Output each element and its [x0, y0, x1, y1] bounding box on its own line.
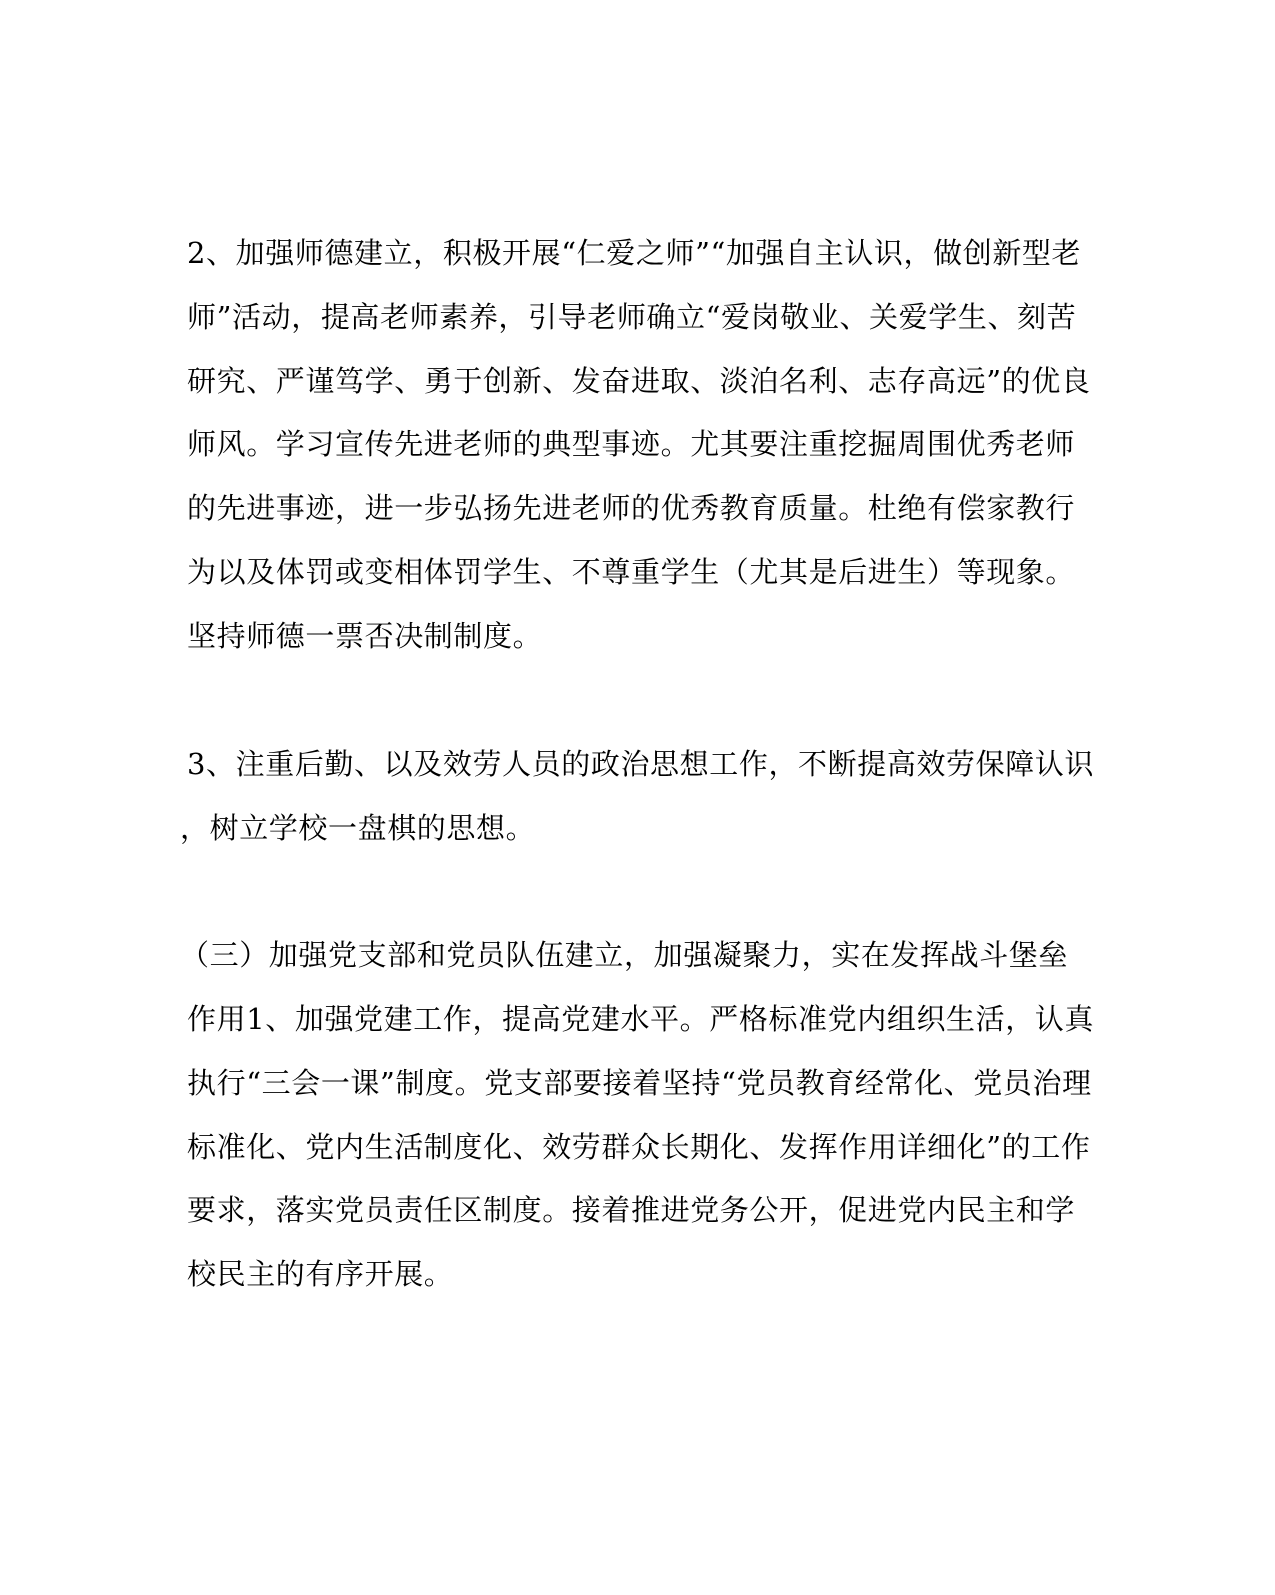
text-line: 2、加强师德建立，积极开展“仁爱之师”“加强自主认识，做创新型老: [187, 236, 1082, 270]
text-line: 3、注重后勤、以及效劳人员的政治思想工作，不断提高效劳保障认识: [187, 747, 1095, 781]
text-line: 校民主的有序开展。: [187, 1257, 454, 1291]
text-line: 标准化、党内生活制度化、效劳群众长期化、发挥作用详细化”的工作: [187, 1130, 1091, 1164]
text-line: 为以及体罚或变相体罚学生、不尊重学生（尤其是后进生）等现象。: [187, 555, 1076, 589]
text-line: 作用1、加强党建工作，提高党建水平。严格标准党内组织生活，认真: [187, 1002, 1095, 1036]
text-line: 执行“三会一课”制度。党支部要接着坚持“党员教育经常化、党员治理: [187, 1066, 1092, 1100]
text-line: 的先进事迹，进一步弘扬先进老师的优秀教育质量。杜绝有偿家教行: [187, 491, 1076, 525]
text-line: 师”活动，提高老师素养，引导老师确立“爱岗敬业、关爱学生、刻苦: [187, 300, 1077, 334]
text-line: 坚持师德一票否决制制度。: [187, 619, 543, 653]
text-line: 研究、严谨笃学、勇于创新、发奋进取、淡泊名利、志存高远”的优良: [187, 364, 1091, 398]
text-line: 师风。学习宣传先进老师的典型事迹。尤其要注重挖掘周围优秀老师: [187, 427, 1076, 461]
text-line: 要求，落实党员责任区制度。接着推进党务公开，促进党内民主和学: [187, 1193, 1076, 1227]
text-line: （三）加强党支部和党员队伍建立，加强凝聚力，实在发挥战斗堡垒: [180, 938, 1069, 972]
text-line: ，树立学校一盘棋的思想。: [180, 811, 536, 845]
